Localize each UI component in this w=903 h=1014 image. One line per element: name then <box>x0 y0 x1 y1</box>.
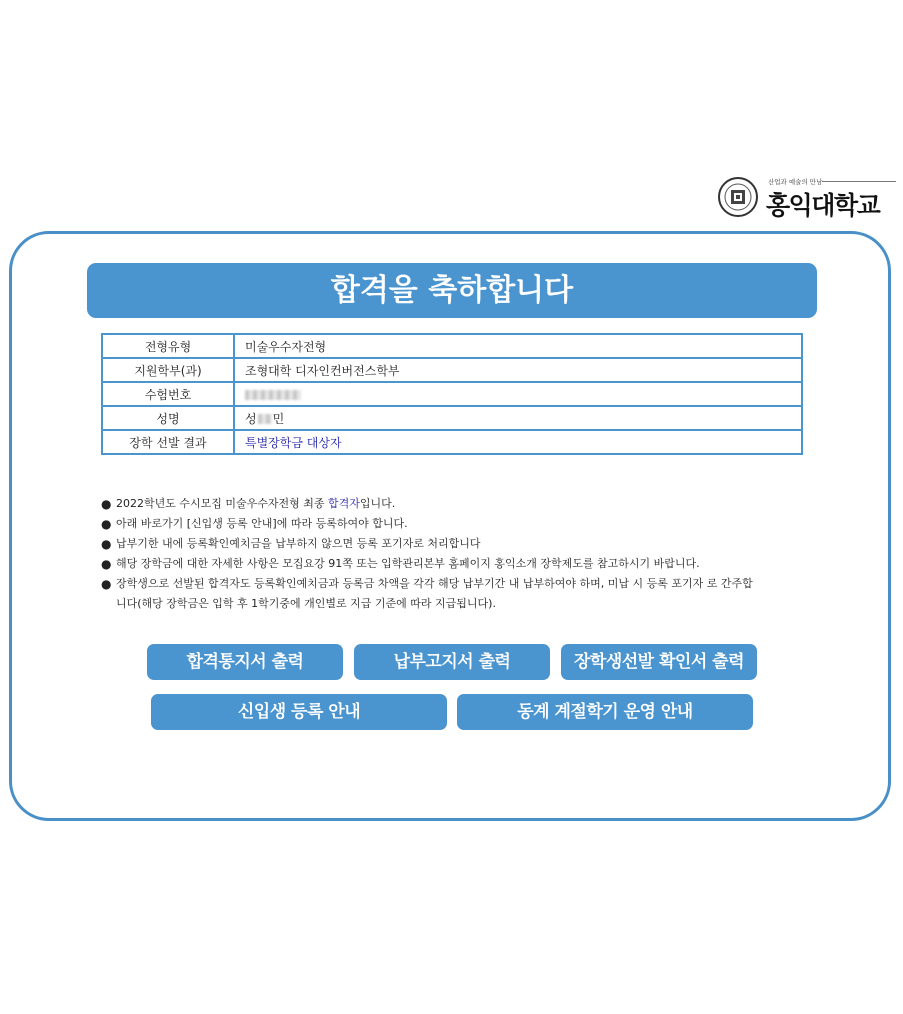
print-acceptance-letter-button[interactable]: 합격통지서 출력 <box>147 644 343 680</box>
logo-divider <box>822 181 896 182</box>
logo-tagline: 산업과 예술의 만남 <box>768 178 823 186</box>
bullet-icon: ● <box>101 577 112 591</box>
exam-number-value <box>234 382 802 406</box>
table-row <box>102 358 802 382</box>
scholarship-result-label: 장학 선발 결과 <box>102 430 234 454</box>
bullet-icon: ● <box>101 517 112 531</box>
name-last-char: 민 <box>272 411 285 426</box>
name-label: 성명 <box>102 406 234 430</box>
print-scholarship-confirmation-button[interactable]: 장학생선발 확인서 출력 <box>561 644 757 680</box>
table-row <box>102 382 802 406</box>
notice-highlight: 합격자 <box>328 497 360 510</box>
redacted-name <box>258 414 272 424</box>
bullet-icon: ● <box>101 497 112 511</box>
registration-guide-button[interactable]: 신입생 등록 안내 <box>151 694 447 730</box>
admission-type-value: 미술우수자전형 <box>234 334 802 358</box>
list-item <box>101 514 761 534</box>
notice-text: 해당 장학금에 대한 자세한 사항은 모집요강 91쪽 또는 입학관리본부 홈페이지 홍익소개 장학제도를 참고하시기 바랍니다. <box>116 557 700 570</box>
table-row <box>102 334 802 358</box>
redacted-exam-number <box>245 390 301 400</box>
exam-number-label: 수험번호 <box>102 382 234 406</box>
university-seal-icon <box>716 176 762 218</box>
notice-text: 입니다. <box>359 497 396 510</box>
winter-term-guide-button[interactable]: 동계 계절학기 운영 안내 <box>457 694 753 730</box>
notice-list <box>101 494 761 614</box>
logo-name: 홍익대학교 <box>766 191 880 220</box>
notice-text: 2022학년도 수시모집 미술우수자전형 최종 <box>116 497 328 510</box>
congratulation-banner: 합격을 축하합니다 <box>87 263 817 318</box>
name-first-char: 성 <box>245 411 257 426</box>
bullet-icon: ● <box>101 537 112 551</box>
department-value: 조형대학 디자인컨버전스학부 <box>234 358 802 382</box>
admission-type-label: 전형유형 <box>102 334 234 358</box>
notice-text: 아래 바로가기 [신입생 등록 안내]에 따라 등록하여야 합니다. <box>116 517 408 530</box>
print-payment-notice-button[interactable]: 납부고지서 출력 <box>354 644 550 680</box>
list-item <box>101 534 761 554</box>
university-logo <box>716 176 898 218</box>
scholarship-result-value: 특별장학금 대상자 <box>234 430 802 454</box>
table-row <box>102 430 802 454</box>
list-item <box>101 554 761 574</box>
admission-info-table <box>101 333 803 455</box>
list-item <box>101 494 761 514</box>
table-row <box>102 406 802 430</box>
notice-text: 장학생으로 선발된 합격자도 등록확인예치금과 등록금 차액을 각각 해당 납부기간 내 납부하여야 하며, 미납 시 등록 포기자 로 간주합니다(해당 장학금은 입학 후 1학기중에 개인별로 지급 기준에 따라 지급됩니다). <box>116 577 753 610</box>
department-label: 지원학부(과) <box>102 358 234 382</box>
bullet-icon: ● <box>101 557 112 571</box>
name-value <box>234 406 802 430</box>
notice-text: 납부기한 내에 등록확인예치금을 납부하지 않으면 등록 포기자로 처리합니다 <box>116 537 481 550</box>
list-item <box>101 574 761 614</box>
